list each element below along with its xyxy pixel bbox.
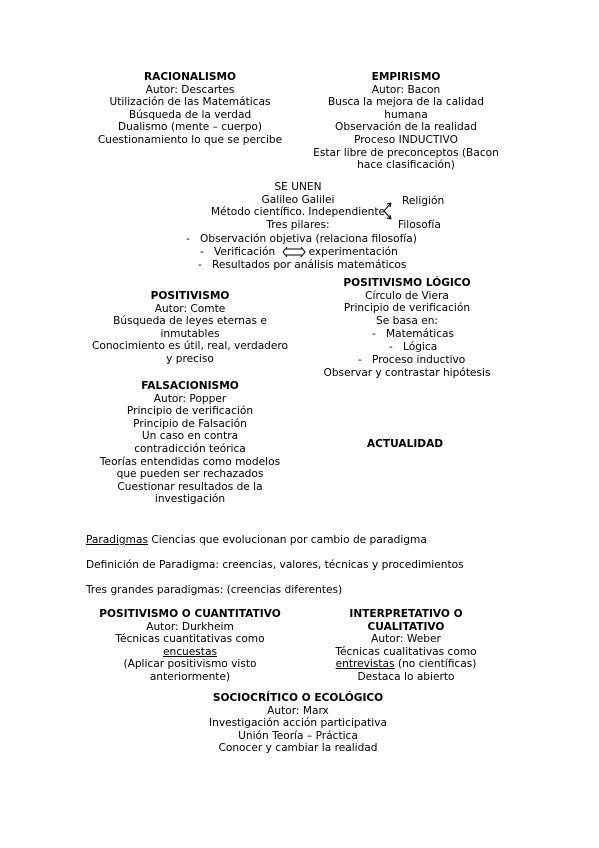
falsacionismo-line: Teorías entendidas como modelos (99, 455, 281, 468)
basa-item (389, 341, 437, 354)
pilar-item (186, 233, 417, 246)
racionalismo-title: RACIONALISMO (143, 71, 236, 83)
empirismo-line: Observación de la realidad (335, 121, 477, 134)
racionalismo-block (85, 71, 295, 147)
empirismo-line: Proceso INDUCTIVO (354, 133, 458, 146)
cualitativo-title: CUALITATIVO (367, 620, 445, 633)
tres-paradigmas-line: Tres grandes paradigmas: (creencias diferentes) (86, 584, 343, 596)
pilar-item (198, 259, 406, 272)
positivismo-line: Autor: Comte (154, 302, 226, 315)
empirismo-line: Busca la mejora de la calidad (327, 96, 485, 109)
cualitativo-block (300, 608, 512, 684)
branch-arrows-icon (383, 198, 395, 224)
se-unen-line: Método científico. Independiente (210, 206, 386, 219)
definicion-line: Definición de Paradigma: creencias, valores, técnicas y procedimientos (86, 559, 464, 571)
positivismo-block (85, 290, 295, 366)
falsacionismo-block (85, 380, 295, 506)
falsacionismo-title: FALSACIONISMO (141, 380, 239, 392)
positivismo-logico-last (307, 367, 507, 380)
positivismo-logico-line: Principio de verificación (343, 302, 471, 315)
cuantitativo-line: Autor: Durkheim (146, 620, 234, 633)
pilar-item (200, 246, 398, 259)
se-unen-line: Galileo Galilei (261, 193, 335, 206)
racionalismo-line: Búsqueda de la verdad (128, 108, 252, 121)
sociocritico-line: Investigación acción participativa (209, 717, 387, 730)
list-dash: - (372, 328, 376, 340)
falsacionismo-line: Cuestionar resultados de la (117, 480, 263, 493)
cuantitativo-line: Técnicas cuantitativas como (115, 633, 265, 646)
falsacionismo-line: Un caso en contra (141, 430, 239, 443)
paradigmas-text: Ciencias que evolucionan por cambio de paradigma (147, 534, 427, 546)
list-dash: - (358, 354, 362, 366)
paradigmas-word: Paradigmas (86, 534, 148, 546)
list-dash: - (186, 233, 190, 245)
falsacionismo-line: investigación (154, 493, 226, 506)
falsacionismo-line: Principio de Falsación (133, 417, 247, 430)
cuantitativo-title: POSITIVISMO O CUANTITATIVO (99, 608, 281, 620)
positivismo-logico-title: POSITIVISMO LÓGICO (343, 277, 471, 289)
positivismo-logico-line: Se basa en: (375, 314, 438, 327)
positivismo-logico-block (307, 277, 507, 327)
positivismo-line: Búsqueda de leyes eternas e (113, 315, 267, 328)
actualidad-block (305, 438, 505, 451)
cuantitativo-line: anteriormente) (149, 670, 231, 683)
racionalismo-line: Dualismo (mente – cuerpo) (117, 121, 263, 134)
positivismo-line: y preciso (166, 352, 214, 365)
empirismo-line: Estar libre de preconceptos (Bacon (313, 146, 499, 159)
falsacionismo-line: contradicción teórica (134, 442, 246, 455)
racionalismo-line: Cuestionamiento lo que se percibe (97, 133, 283, 146)
positivismo-title: POSITIVISMO (150, 290, 230, 302)
falsacionismo-line: Autor: Popper (153, 392, 227, 405)
cuantitativo-block (80, 608, 300, 684)
list-dash: - (389, 341, 393, 353)
basa-text: Matemáticas (386, 328, 455, 340)
empirismo-line: Autor: Bacon (371, 83, 441, 96)
branch-religion: Religión (402, 195, 445, 207)
sociocritico-line: Autor: Marx (267, 704, 329, 717)
positivismo-logico-line: Círculo de Viera (365, 289, 449, 302)
basa-item (358, 354, 465, 367)
cualitativo-underlined: entrevistas (335, 658, 395, 671)
paradigmas-line (86, 534, 427, 547)
cualitativo-line: Destaca lo abierto (357, 670, 455, 683)
empirismo-block (300, 71, 512, 172)
se-unen-block (198, 181, 398, 231)
pilar-text: Resultados por análisis matemáticos (212, 259, 407, 271)
empirismo-line: humana (384, 108, 428, 121)
branch-filosofia: Filosofía (398, 219, 441, 231)
positivismo-logico-line: Observar y contrastar hipótesis (323, 367, 491, 379)
pilar-text: experimentación (308, 246, 398, 258)
cualitativo-line (300, 658, 512, 671)
cuantitativo-underlined: encuestas (163, 645, 217, 658)
basa-text: Proceso inductivo (372, 354, 466, 366)
cualitativo-line: Técnicas cualitativas como (335, 645, 477, 658)
positivismo-line: inmutables (160, 327, 220, 340)
pilar-text: Verificación (214, 246, 276, 258)
positivismo-line: Conocimiento es útil, real, verdadero (91, 340, 289, 353)
empirismo-title: EMPIRISMO (371, 71, 441, 83)
actualidad-title: ACTUALIDAD (366, 438, 444, 450)
list-dash: - (198, 259, 202, 271)
list-dash: - (200, 246, 204, 258)
cualitativo-underlined-rest: (no científicas) (394, 658, 477, 671)
sociocritico-title: SOCIOCRÍTICO O ECOLÓGICO (212, 692, 384, 704)
empirismo-line: hace clasificación) (357, 159, 455, 172)
cualitativo-line: Autor: Weber (371, 633, 441, 646)
double-arrow-icon (282, 247, 306, 257)
sociocritico-line: Conocer y cambiar la realidad (218, 742, 378, 755)
racionalismo-line: Utilización de las Matemáticas (109, 96, 271, 109)
cualitativo-title: INTERPRETATIVO O (349, 608, 463, 620)
falsacionismo-line: Principio de verificación (126, 405, 254, 418)
basa-text: Lógica (403, 341, 438, 353)
falsacionismo-line: que pueden ser rechazados (116, 468, 264, 481)
cuantitativo-line: (Aplicar positivismo visto (123, 658, 257, 671)
sociocritico-line: Unión Teoría – Práctica (238, 729, 358, 742)
pilar-text: Observación objetiva (relaciona filosofía) (200, 233, 417, 245)
racionalismo-line: Autor: Descartes (145, 83, 235, 96)
sociocritico-block (185, 692, 411, 755)
se-unen-line: Tres pilares: (266, 218, 330, 231)
basa-item (372, 328, 454, 341)
se-unen-heading: SE UNEN (274, 181, 322, 193)
